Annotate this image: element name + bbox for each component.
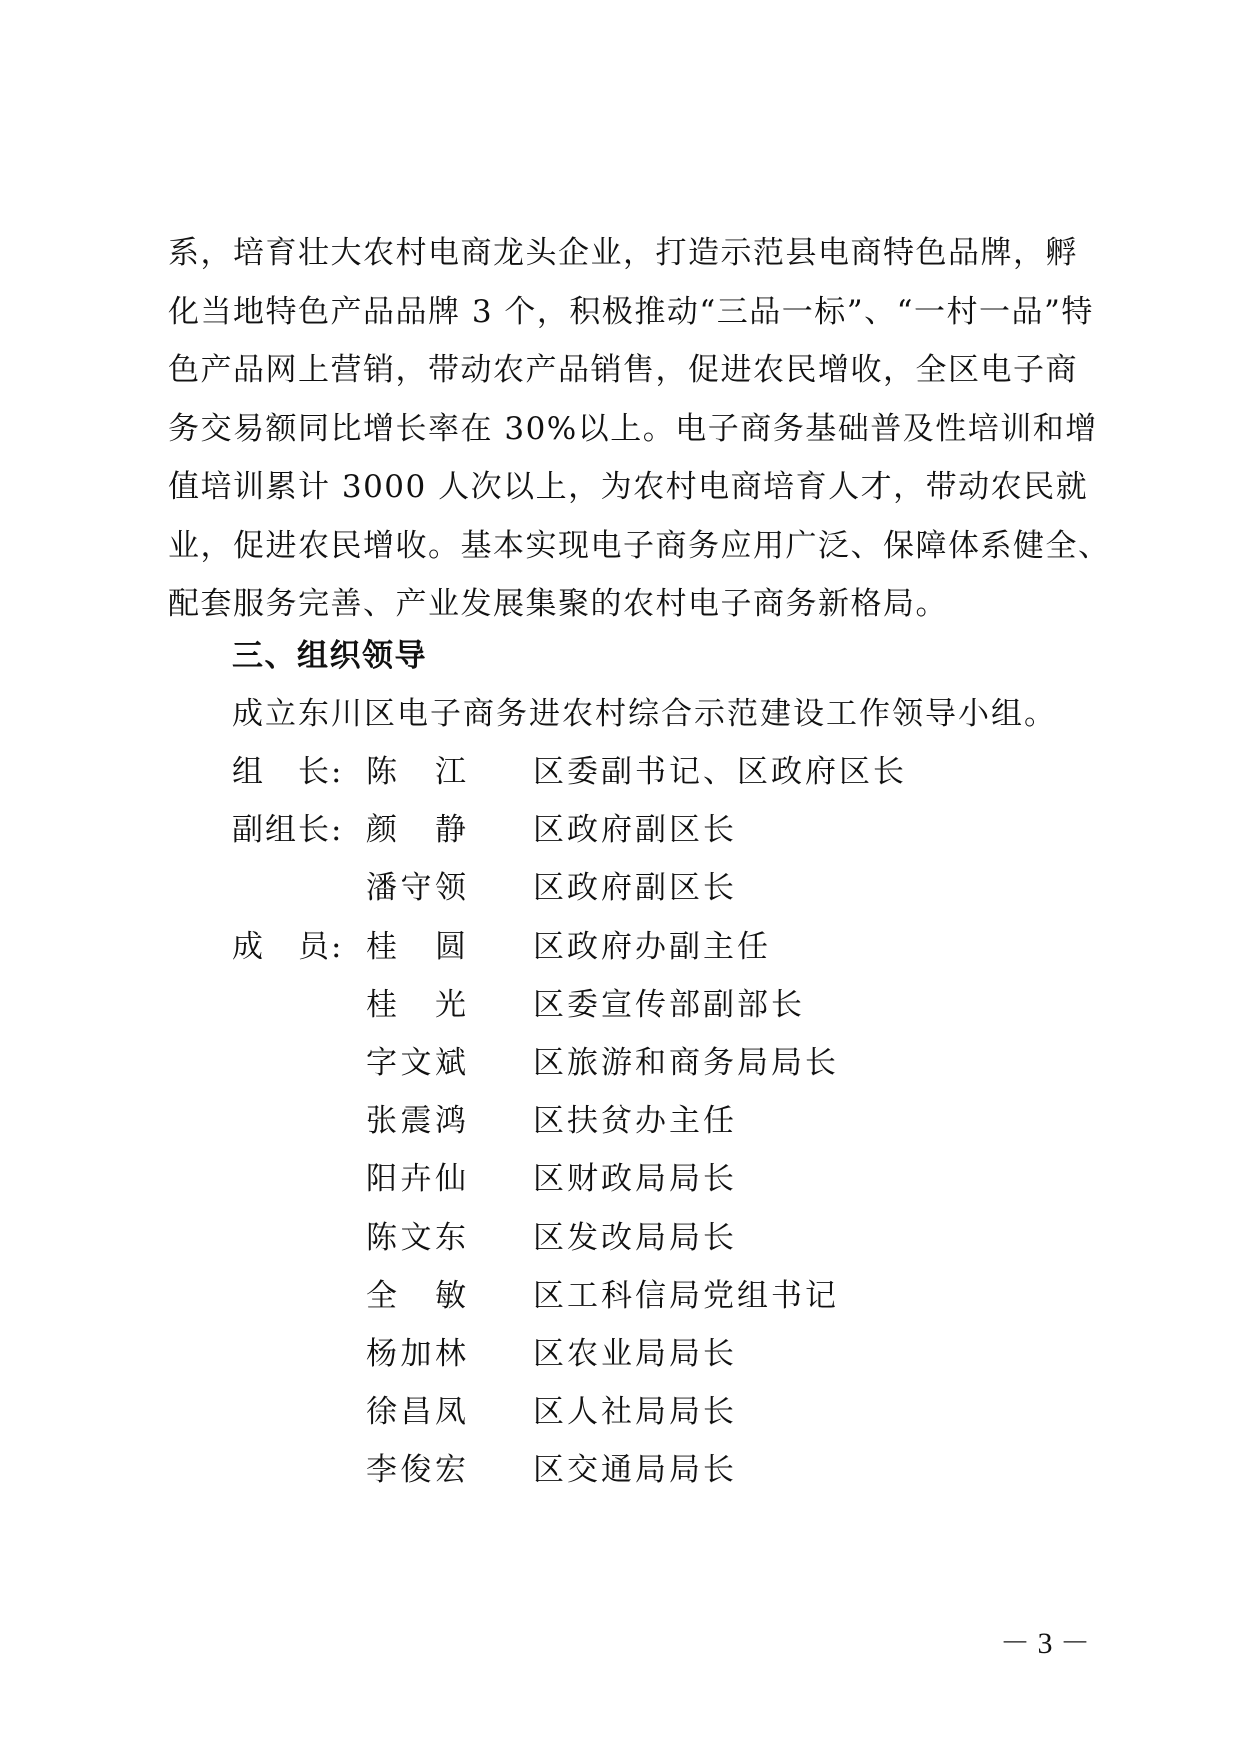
member-title: 区交通局局长 (533, 1452, 737, 1489)
paragraph-line: 务交易额同比增长率在 30%以上。电子商务基础普及性培训和增 (168, 410, 1098, 447)
member-title: 区政府副区长 (533, 870, 737, 907)
roster-row (232, 979, 1032, 1037)
roster-row (232, 1328, 1032, 1386)
roster-row (232, 862, 1032, 920)
member-title: 区委宣传部副部长 (533, 986, 805, 1023)
member-name: 陈文东 (366, 1219, 466, 1256)
member-title: 区发改局局长 (533, 1219, 737, 1256)
member-title: 区农业局局长 (533, 1335, 737, 1372)
member-name: 张震鸿 (366, 1103, 466, 1140)
member-title: 区委副书记、区政府区长 (533, 754, 907, 790)
member-name: 徐昌凤 (366, 1394, 466, 1431)
member-title: 区人社局局长 (533, 1394, 737, 1431)
paragraph-line: 配套服务完善、产业发展集聚的农村电子商务新格局。 (168, 586, 948, 622)
roster-row (232, 1386, 1032, 1444)
roster-row (232, 1153, 1032, 1211)
member-role: 副组长: (232, 812, 344, 849)
member-name: 李俊宏 (366, 1452, 466, 1489)
member-title: 区政府办副主任 (533, 928, 771, 965)
member-title: 区财政局局长 (533, 1161, 737, 1198)
member-name: 潘守领 (366, 870, 466, 907)
paragraph-line: 业，促进农民增收。基本实现电子商务应用广泛、保障体系健全、 (168, 527, 1111, 564)
member-name: 字文斌 (366, 1044, 466, 1081)
paragraph-line: 系，培育壮大农村电商龙头企业，打造示范县电商特色品牌，孵 (168, 235, 1078, 271)
page-number: － 3 － (1000, 1627, 1090, 1660)
member-name: 颜静 (366, 812, 466, 849)
roster-row (232, 1037, 1032, 1095)
roster-row (232, 1095, 1032, 1153)
member-name: 阳卉仙 (366, 1161, 466, 1198)
member-role: 成 员: (232, 928, 344, 965)
member-title: 区工科信局党组书记 (533, 1277, 839, 1314)
body-paragraph (168, 224, 1111, 634)
paragraph-line: 值培训累计 3000 人次以上，为农村电商培育人才，带动农民就 (168, 469, 1089, 505)
member-name: 陈江 (366, 754, 466, 790)
paragraph-line: 色产品网上营销，带动农产品销售，促进农民增收，全区电子商 (168, 352, 1078, 388)
member-role: 组 长: (232, 754, 344, 790)
member-title: 区扶贫办主任 (533, 1103, 737, 1140)
roster-row (232, 1444, 1032, 1502)
leadership-roster (232, 746, 1032, 1502)
paragraph-line: 化当地特色产品品牌 3 个，积极推动“三品一标”、“一村一品”特 (168, 293, 1094, 330)
roster-row (232, 921, 1032, 979)
member-title: 区政府副区长 (533, 812, 737, 849)
roster-row (232, 1212, 1032, 1270)
member-name: 桂圆 (366, 928, 466, 965)
member-title: 区旅游和商务局局长 (533, 1044, 839, 1081)
roster-row (232, 1270, 1032, 1328)
intro-sentence: 成立东川区电子商务进农村综合示范建设工作领导小组。 (232, 696, 1057, 732)
roster-row (232, 746, 1032, 804)
member-name: 全敏 (366, 1277, 466, 1314)
roster-row (232, 804, 1032, 862)
member-name: 杨加林 (366, 1335, 466, 1372)
section-heading: 三、组织领导 (232, 638, 427, 674)
member-name: 桂光 (366, 986, 466, 1023)
